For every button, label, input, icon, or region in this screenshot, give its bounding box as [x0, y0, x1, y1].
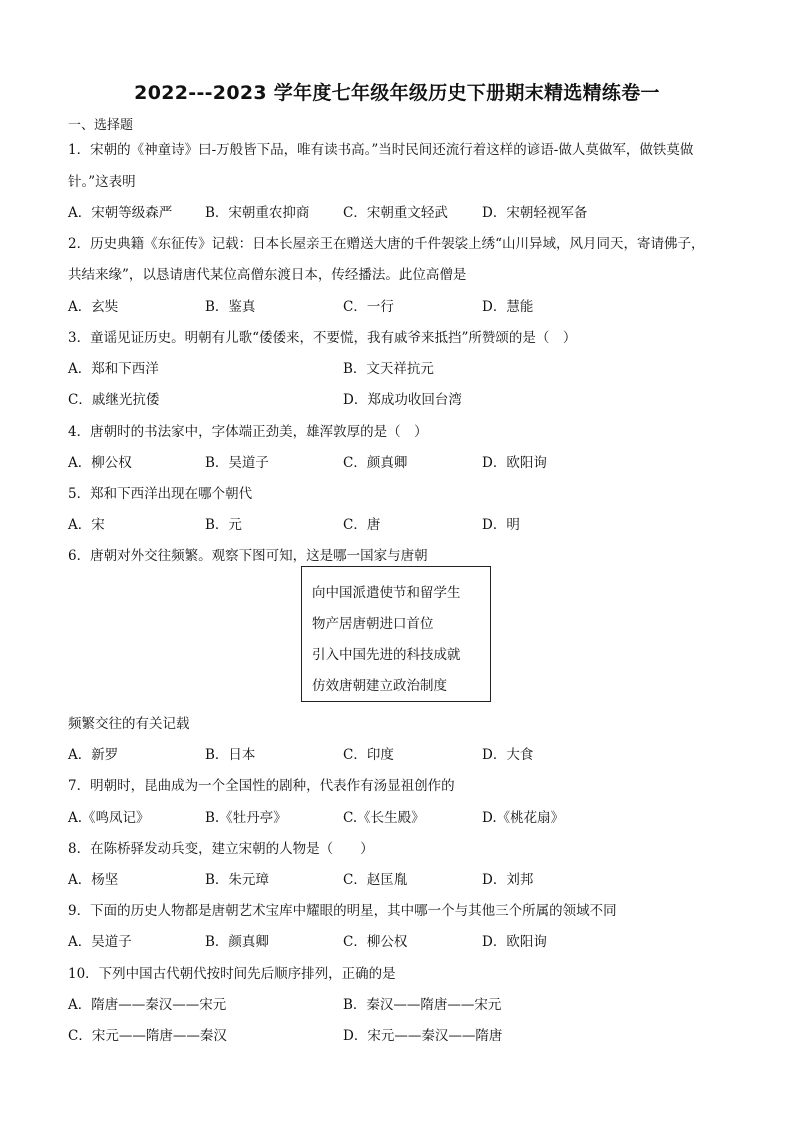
question-9-option-a: A．吴道子	[68, 934, 132, 950]
question-3-option-a: A．郑和下西洋	[68, 361, 159, 377]
question-6-line-2: 频繁交往的有关记载	[68, 716, 190, 732]
question-6-line-1: 6．唐朝对外交往频繁。观察下图可知，这是哪一国家与唐朝	[68, 548, 428, 564]
question-7-option-d: D.《桃花扇》	[482, 810, 565, 826]
question-8-line-1: 8．在陈桥驿发动兵变，建立宋朝的人物是（ ）	[68, 841, 374, 857]
question-1-line-1: 1．宋朝的《神童诗》曰-万般皆下品，唯有读书高。”当时民间还流行着这样的谚语-做人莫做军，做铁莫做	[68, 142, 694, 158]
question-3-line-1: 3．童谣见证历史。明朝有儿歌“倭倭来，不要慌，我有戚爷来抵挡”所赞颂的是（ ）	[68, 330, 577, 346]
question-3-option-b: B．文天祥抗元	[343, 361, 434, 377]
question-6-option-a: A．新罗	[68, 747, 119, 763]
question-7-option-c: C.《长生殿》	[343, 810, 425, 826]
question-8-option-a: A．杨坚	[68, 872, 119, 888]
info-box	[301, 566, 491, 702]
question-2-option-c: C．一行	[343, 299, 394, 315]
question-6-option-d: D．大食	[482, 747, 534, 763]
question-9-line-1: 9．下面的历史人物都是唐朝艺术宝库中耀眼的明星，其中哪一个与其他三个所属的领域不同	[68, 903, 617, 919]
question-1-line-2: 针。”这表明	[68, 174, 136, 190]
question-4-option-a: A．柳公权	[68, 455, 132, 471]
info-box-line-2: 物产居唐朝进口首位	[312, 616, 434, 632]
question-2-option-b: B．鉴真	[205, 299, 256, 315]
question-4-option-b: B．吴道子	[205, 455, 269, 471]
section-heading: 一、选择题	[68, 118, 134, 133]
question-10-option-a: A．隋唐——秦汉——宋元	[68, 997, 227, 1013]
question-1-option-a: A．宋朝等级森严	[68, 205, 173, 221]
question-8-option-d: D．刘邦	[482, 872, 534, 888]
question-3-option-c: C．戚继光抗倭	[68, 392, 160, 408]
question-5-line-1: 5．郑和下西洋出现在哪个朝代	[68, 486, 253, 502]
question-2-line-2: 共结来缘”，以恳请唐代某位高僧东渡日本，传经播法。此位高僧是	[68, 267, 467, 283]
question-10-option-c: C．宋元——隋唐——秦汉	[68, 1028, 227, 1044]
question-5-option-b: B．元	[205, 517, 242, 533]
question-10-option-d: D．宋元——秦汉——隋唐	[343, 1028, 503, 1044]
question-7-line-1: 7．明朝时，昆曲成为一个全国性的剧种，代表作有汤显祖创作的	[68, 778, 455, 794]
question-2-option-a: A．玄奘	[68, 299, 119, 315]
question-6-option-b: B．日本	[205, 747, 256, 763]
question-4-line-1: 4．唐朝时的书法家中，字体端正劲美，雄浑敦厚的是（ ）	[68, 424, 428, 440]
question-9-option-b: B．颜真卿	[205, 934, 269, 950]
question-9-option-c: C．柳公权	[343, 934, 408, 950]
info-box-line-4: 仿效唐朝建立政治制度	[312, 678, 447, 694]
question-5-option-d: D．明	[482, 517, 520, 533]
question-1-option-b: B．宋朝重农抑商	[205, 205, 310, 221]
info-box-line-1: 向中国派遣使节和留学生	[312, 585, 461, 601]
question-1-option-c: C．宋朝重文轻武	[343, 205, 448, 221]
question-4-option-c: C．颜真卿	[343, 455, 408, 471]
question-6-option-c: C．印度	[343, 747, 394, 763]
question-5-option-a: A．宋	[68, 517, 105, 533]
question-2-option-d: D．慧能	[482, 299, 534, 315]
question-2-line-1: 2．历史典籍《东征传》记载：日本长屋亲王在赠送大唐的千件袈裟上绣“山川异域，风月同天，寄请佛子，	[68, 236, 705, 252]
question-7-option-a: A.《鸣凤记》	[68, 810, 150, 826]
question-3-option-d: D．郑成功收回台湾	[343, 392, 462, 408]
question-8-option-b: B．朱元璋	[205, 872, 269, 888]
page-title: 2022---2023 学年度七年级年级历史下册期末精选精练卷一	[134, 82, 660, 104]
info-box-line-3: 引入中国先进的科技成就	[312, 647, 461, 663]
question-8-option-c: C．赵匡胤	[343, 872, 408, 888]
question-9-option-d: D．欧阳询	[482, 934, 547, 950]
question-10-line-1: 10．下列中国古代朝代按时间先后顺序排列，正确的是	[68, 966, 396, 982]
question-5-option-c: C．唐	[343, 517, 381, 533]
question-7-option-b: B.《牡丹亭》	[205, 810, 287, 826]
question-10-option-b: B．秦汉——隋唐——宋元	[343, 997, 502, 1013]
question-1-option-d: D．宋朝轻视军备	[482, 205, 588, 221]
question-4-option-d: D．欧阳询	[482, 455, 547, 471]
